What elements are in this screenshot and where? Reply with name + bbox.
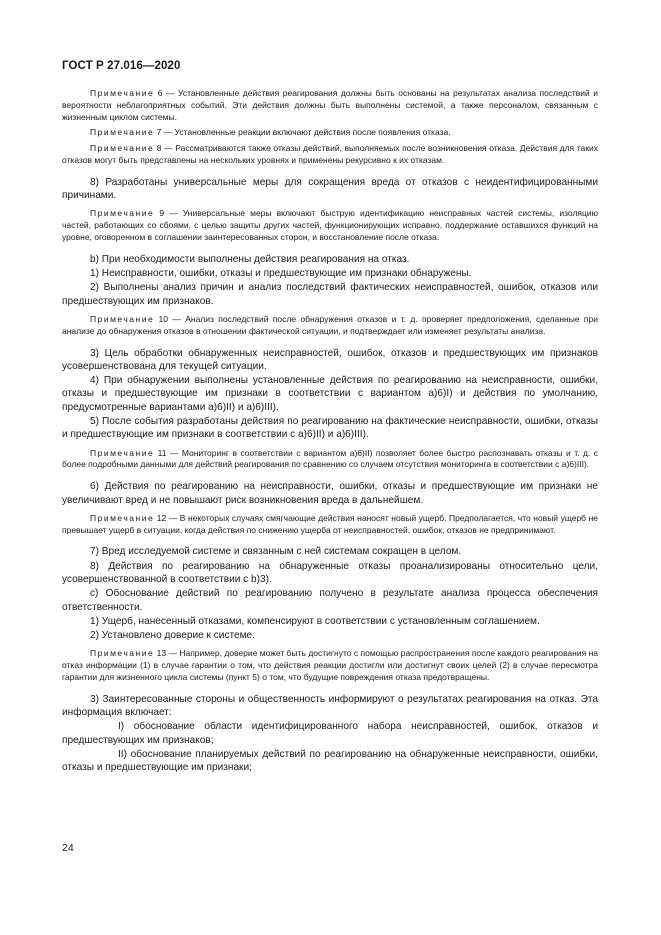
paragraph-b1: 1) Неисправности, ошибки, отказы и предшествующие им признаки обнаружены. <box>90 268 472 280</box>
paragraph-c: с) Обоснование действий по реагированию получено в результате анализа процесса обеспечения ответственности. <box>62 588 598 613</box>
note-text: 7 — Установленные реакции включают действия после появления отказа. <box>154 127 451 138</box>
paragraph-b7: 7) Вред исследуемой системе и связанным с ней системам сокращен в целом. <box>90 546 462 558</box>
note-13 <box>62 648 598 683</box>
document-code: ГОСТ Р 27.016—2020 <box>62 60 181 72</box>
paragraph-b6: 6) Действия по реагированию на неисправности, ошибки, отказы и предшествующие им признаки не увеличивают вред и не повышают риск возникновения вреда в дальнейшем. <box>62 481 598 506</box>
note-text: 11 — Мониторинг в соответствии с вариантом а)6)II) позволяет более быстро распознавать отказы и т. д. с более подробными данными для действий реагирования по сравнению со случаем отсутствия мониторинга в соответствии с а)6)III). <box>62 447 598 470</box>
paragraph-a8: 8) Разработаны универсальные меры для сокращения вреда от отказов с неидентифицированными причинами. <box>62 176 598 202</box>
note-text: 12 — В некоторых случаях смягчающие действия наносят новый ущерб. Предполагается, что новый ущерб не превышает ущерб в ситуации, когда действия по снижению ущерба от неисправностей, ошибок, отказов не предпринимают. <box>62 512 598 535</box>
page-number: 24 <box>62 842 74 854</box>
paragraph-c2: 2) Установлено доверие к системе. <box>90 630 255 642</box>
paragraph-b: b) При необходимости выполнены действия реагирования на отказ. <box>90 253 410 265</box>
paragraph-b3: 3) Цель обработки обнаруженных неисправностей, ошибок, отказов и предшествующих им признаков усовершенствована для текущей ситуации. <box>62 347 598 372</box>
note-text: 10 — Анализ последствий после обнаружения отказов и т. д. проверяет предположения, сделанные при анализе до обнаружения отказов в отношении фактической ситуации, и подтверждает или изменяет результаты анализа. <box>62 313 598 336</box>
note-label: Примечание <box>90 447 155 458</box>
paragraph-b5: 5) После события разработаны действия по реагированию на фактические неисправности, ошибки, отказы и предшествующие им признаки в соответствии с а)6)II) и а)6)III). <box>62 416 598 441</box>
note-text: 8 — Рассматриваются также отказы действий, выполняемых после возникновения отказа. Действия для таких отказов могут быть представлены на нескольких уровнях и применены рекурсивно к их отказам. <box>62 143 598 165</box>
note-text: 9 — Универсальные меры включают быструю идентификацию неисправных частей системы, изоляцию частей, работающих со сбоями, с целью защиты других частей, функционирующих исправно, поддержание оставшихся функций на уровне, оговоренном в соглашении заинтересованных сторон, и восстановление после отказа. <box>62 208 598 242</box>
note-label: Примечание <box>90 512 155 523</box>
note-10 <box>62 314 598 338</box>
paragraph-b8: 8) Действия по реагированию на обнаруженные отказы проанализированы относительно цели, усовершенствованной в соответствии с b)3). <box>62 560 598 585</box>
note-label: Примечание <box>90 127 155 138</box>
note-label: Примечание <box>90 648 155 659</box>
note-11 <box>62 448 598 472</box>
note-label: Примечание <box>90 88 155 98</box>
note-9 <box>62 208 598 243</box>
note-label: Примечание <box>90 208 155 219</box>
paragraph-c3: 3) Заинтересованные стороны и общественность информируют о результатах реагирования на отказ. Эта информация включает: <box>62 693 598 719</box>
note-label: Примечание <box>90 143 155 154</box>
note-8 <box>62 143 598 167</box>
paragraph-c1: 1) Ущерб, нанесенный отказами, компенсируют в соответствии с установленным соглашением. <box>90 615 540 627</box>
paragraph-b2: 2) Выполнены анализ причин и анализ последствий фактических неисправностей, ошибок, отказов или предшествующих им признаков. <box>62 282 598 307</box>
note-6 <box>62 88 598 123</box>
paragraph-c3-ii: II) обоснование планируемых действий по реагированию на обнаруженные неисправности, ошибки, отказы и предшествующие им признаки; <box>62 749 598 774</box>
page-content <box>62 88 598 776</box>
note-label: Примечание <box>90 313 155 324</box>
paragraph-b4: 4) При обнаружении выполнены установленные действия по реагированию на неисправности, ошибки, отказы и предшествующие им признаки в соответствии с вариантом а)6)I) и действия по умолчанию, предусмотренные вариантами а)6)II) и а)6)III). <box>62 375 598 413</box>
note-text: 13 — Например, доверие может быть достигнуто с помощью распространения после каждого реагирования на отказ информации (1) в случае гарантии о том, что действия реакции достигли или достигнут своих целей (2) в случае пересмотра гарантии для жизненного цикла системы (пункт 5) о том, что будущие повреждения отказа предотвращены. <box>62 648 598 683</box>
note-7 <box>62 127 598 139</box>
paragraph-c3-i: I) обоснование области идентифицированного набора неисправностей, ошибок, отказов и предшествующих им признаков; <box>62 721 598 746</box>
note-12 <box>62 513 598 537</box>
note-text: 6 — Установленные действия реагирования должны быть основаны на результатах анализа последствий и вероятности неблагоприятных событий. Эти действия должны быть выполнены системой, а также персоналом, связанным с жизненным циклом системы. <box>62 88 598 122</box>
